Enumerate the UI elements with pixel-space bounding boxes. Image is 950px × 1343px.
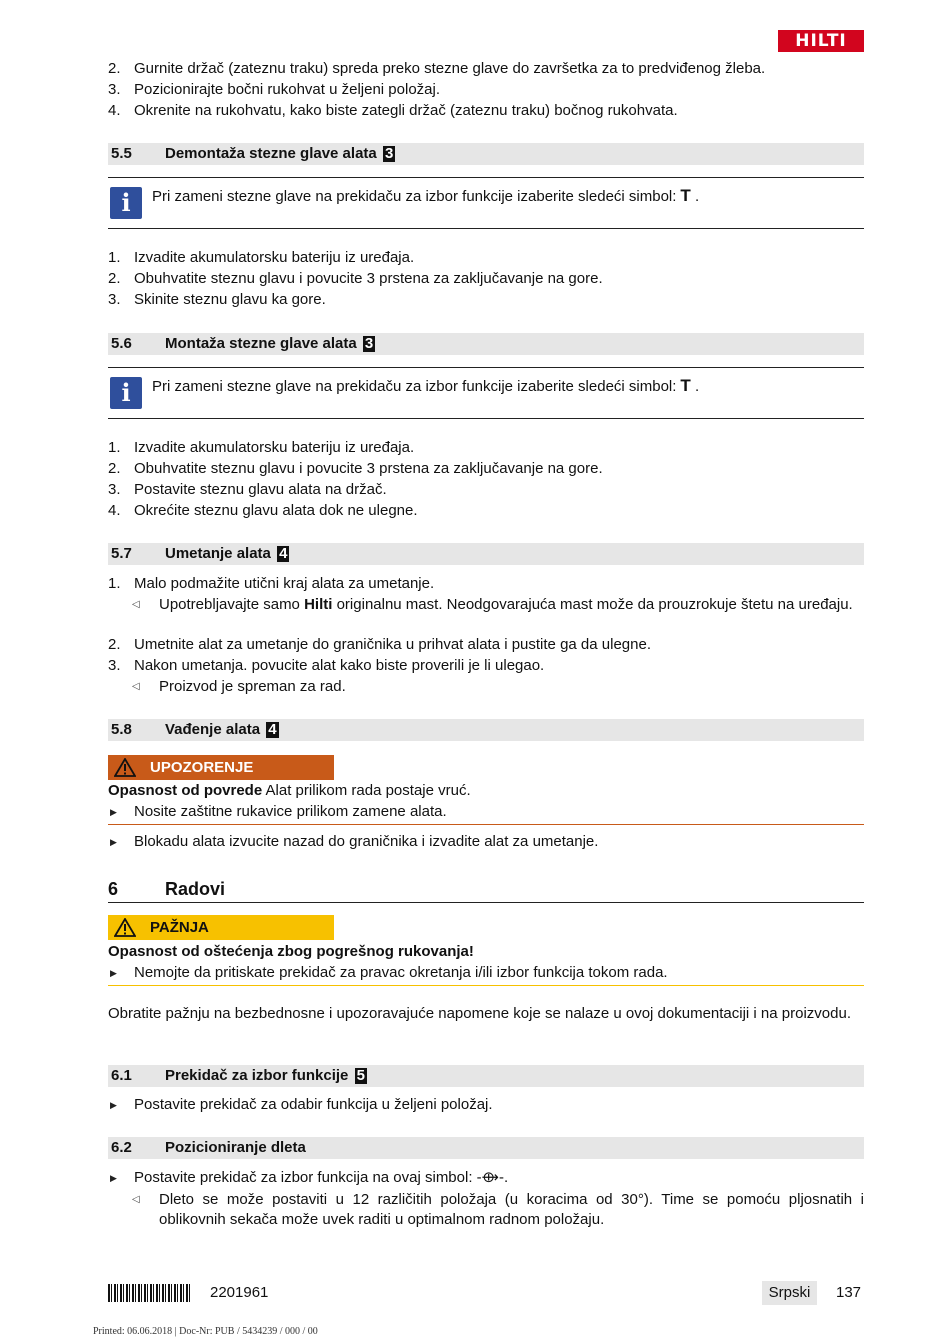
hammer-symbol-icon: T (680, 376, 691, 395)
chapter-heading-6: 6 Radovi (108, 877, 864, 903)
figure-reference: 3 (384, 145, 394, 162)
info-note: i Pri zameni stezne glave na prekidaču za izbor funkcije izaberite sledeći simbol: T . (108, 367, 864, 419)
section-heading-5-5: 5.5 Demontaža stezne glave alata 3 (108, 143, 864, 165)
chisel-symbol-icon: -⟴- (476, 1169, 505, 1186)
bullet-arrow-icon: ▶ (110, 1100, 117, 1110)
page-number: 137 (836, 1284, 862, 1301)
caution-banner: PAŽNJA (108, 915, 334, 940)
info-icon: i (110, 187, 142, 219)
hammer-symbol-icon: T (680, 186, 691, 205)
section-heading-6-1: 6.1 Prekidač za izbor funkcije 5 (108, 1065, 864, 1087)
result-triangle-icon: ◁ (132, 681, 140, 692)
bullet-arrow-icon: ▶ (110, 837, 117, 847)
figure-reference: 4 (268, 721, 277, 738)
note-paragraph: Obratite pažnju na bezbednosne i upozoravajuće napomene koje se nalaze u ovoj dokumentaciji i na proizvodu. (108, 1005, 851, 1022)
bullet-arrow-icon: ▶ (110, 968, 117, 978)
doc-number: 2201961 (210, 1284, 269, 1301)
bullet-arrow-icon: ▶ (110, 1173, 117, 1183)
hilti-logo: HILTI (778, 30, 864, 52)
warning-triangle-icon (114, 918, 136, 937)
caution-divider (108, 985, 864, 986)
result-triangle-icon: ◁ (132, 1194, 140, 1205)
section-heading-6-2: 6.2 Pozicioniranje dleta (108, 1137, 864, 1159)
section-heading-5-8: 5.8 Vađenje alata 4 (108, 719, 864, 741)
danger-statement: Opasnost od povrede Alat prilikom rada postaje vruć. (108, 782, 471, 799)
result-triangle-icon: ◁ (132, 599, 140, 610)
info-icon: i (110, 377, 142, 409)
warning-triangle-icon (114, 758, 136, 777)
warning-divider (108, 824, 864, 825)
result-item: ◁ Dleto se može postaviti u 12 različitih položaja (u koracima od 30°). Time se pomoću pljosnatih i oblikovnih sekača može uvek raditi u optimalnom radnom položaju. (132, 1191, 864, 1228)
info-note: i Pri zameni stezne glave na prekidaču za izbor funkcije izaberite sledeći simbol: T . (108, 177, 864, 229)
language-label: Srpski (762, 1281, 817, 1305)
bullet-arrow-icon: ▶ (110, 807, 117, 817)
figure-reference: 5 (356, 1067, 365, 1084)
caution-statement: Opasnost od oštećenja zbog pogrešnog rukovanja! (108, 943, 474, 960)
section-heading-5-7: 5.7 Umetanje alata 4 (108, 543, 864, 565)
print-info: Printed: 06.06.2018 | Doc-Nr: PUB / 5434239 / 000 / 00 (93, 1326, 318, 1337)
barcode (108, 1284, 192, 1302)
figure-reference: 4 (279, 545, 288, 562)
figure-reference: 3 (364, 335, 374, 352)
section-heading-5-6: 5.6 Montaža stezne glave alata 3 (108, 333, 864, 355)
warning-banner: UPOZORENJE (108, 755, 334, 780)
result-item: ◁ Upotrebljavajte samo Hilti originalnu mast. Neodgovarajuća mast može da prouzrokuje štetu na uređaju. (132, 596, 853, 613)
